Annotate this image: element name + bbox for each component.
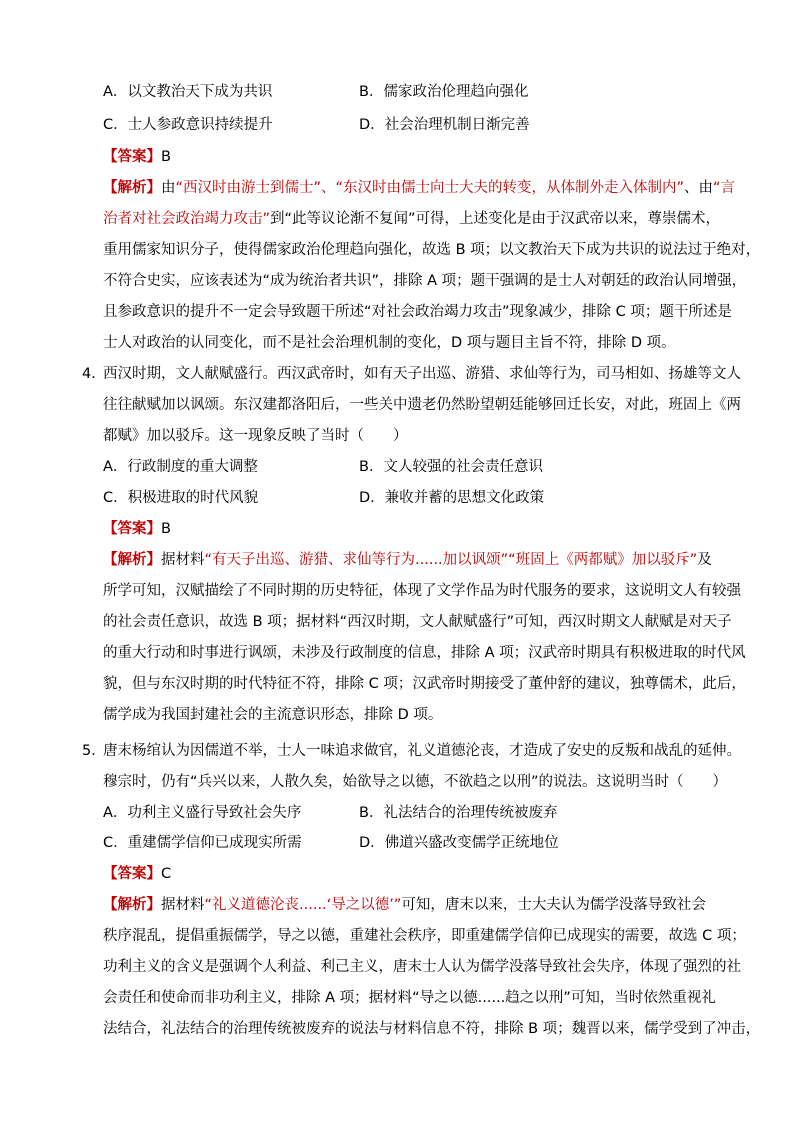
analysis-text: 到“此等议论渐不复闻”可得，上述变化是由于汉武帝以来，尊崇儒术， xyxy=(270,211,721,227)
q5-option-b: B．礼法结合的治理传统被废弃 xyxy=(359,805,558,821)
answer-tag: 【答案】 xyxy=(103,149,161,165)
q5-option-d: D．佛道兴盛改变儒学正统地位 xyxy=(359,835,559,851)
q3-analysis-line-3: 重用儒家知识分子，使得儒家政治伦理趋向强化，故选 B 项；以文教治天下成为共识的说法过于绝对， xyxy=(103,242,761,258)
q5-number: 5． xyxy=(82,743,106,759)
q4-option-d: D．兼收并蓄的思想文化政策 xyxy=(359,490,545,506)
q4-analysis-line-5: 貌，但与东汉时期的时代特征不符，排除 C 项；汉武帝时期接受了董仲舒的建议，独尊儒术，此后， xyxy=(103,676,746,692)
q4-option-c: C．积极进取的时代风貌 xyxy=(103,490,259,506)
answer-value: B xyxy=(161,149,171,165)
q4-option-a: A．行政制度的重大调整 xyxy=(103,459,258,475)
q5-stem-line-1: 唐末杨绾认为因儒道不举，士人一味追求做官，礼义道德沦丧，才造成了安史的反叛和战乱的延伸。 xyxy=(103,743,741,759)
q5-analysis-line-4: 会责任和使命而非功利主义，排除 A 项；据材料“导之以德......趋之以刑”可知，当时依然重视礼 xyxy=(103,990,716,1006)
answer-value: B xyxy=(161,521,171,537)
q4-analysis-line-6: 儒学成为我国封建社会的主流意识形态，排除 D 项。 xyxy=(103,707,443,723)
analysis-text: 可知，唐末以来，士大夫认为儒学没落导致社会 xyxy=(401,897,706,913)
q3-answer xyxy=(103,147,171,167)
q4-analysis-line-2: 所学可知，汉赋描绘了不同时期的历史特征，体现了文学作品为时代服务的要求，这说明文人有较强 xyxy=(103,583,741,599)
analysis-quote: “有天子出巡、游猎、求仙等行为......加以讽颂”“班固上《两都赋》加以驳斥” xyxy=(204,552,698,568)
q4-analysis-line-3: 的社会责任意识，故选 B 项；据材料“西汉时期，文人献赋盛行”可知，西汉时期文人献赋是对天子 xyxy=(103,614,732,630)
q5-answer xyxy=(103,864,171,884)
analysis-quote: 治者对社会政治竭力攻击” xyxy=(103,211,271,227)
answer-tag: 【答案】 xyxy=(103,521,161,537)
q5-option-c: C．重建儒学信仰已成现实所需 xyxy=(103,835,302,851)
q5-stem-line-2: 穆宗时，仍有“兵兴以来，人散久矣，始欲导之以德，不欲趋之以刑”的说法。这说明当时（ ） xyxy=(103,774,728,790)
analysis-quote: “西汉时由游士到儒士”、“东汉时由儒士向士大夫的转变，从体制外走入体制内” xyxy=(175,180,685,196)
analysis-text: 、由 xyxy=(684,180,714,196)
q5-option-a: A．功利主义盛行导致社会失序 xyxy=(103,805,302,821)
q3-analysis-line-4: 不符合史实，应该表述为“成为统治者共识”，排除 A 项；题干强调的是士人对朝廷的政治认同增强， xyxy=(103,273,747,289)
q3-analysis-line-6: 士人对政治的认同变化，而不是社会治理机制的变化，D 项与题目主旨不符，排除 D 项。 xyxy=(103,335,676,351)
q4-option-b: B．文人较强的社会责任意识 xyxy=(359,459,543,475)
analysis-quote: “礼义道德沦丧......‘导之以德’” xyxy=(204,897,402,913)
q4-stem-line-1: 西汉时期，文人献赋盛行。西汉武帝时，如有天子出巡、游猎、求仙等行为，司马相如、扬雄等文人 xyxy=(103,366,741,382)
answer-value: C xyxy=(161,866,172,882)
q5-analysis-line-2: 秩序混乱，提倡重振儒学，导之以德，重建社会秩序，即重建儒学信仰已成现实的需要，故选 C 项； xyxy=(103,928,746,944)
q3-analysis-line-5: 且参政意识的提升不一定会导致题干所述“对社会政治竭力攻击”现象减少，排除 C 项；题干所述是 xyxy=(103,304,732,320)
q4-analysis-line-1 xyxy=(103,550,712,570)
q5-analysis-line-3: 功利主义的含义是强调个人利益、利己主义，唐末士人认为儒学没落导致社会失序，体现了强烈的社 xyxy=(103,959,741,975)
q3-option-b: B．儒家政治伦理趋向强化 xyxy=(359,84,529,100)
analysis-text: 由 xyxy=(161,180,176,196)
q3-option-a: A．以文教治天下成为共识 xyxy=(103,84,273,100)
q4-stem-line-2: 往往献赋加以讽颂。东汉建都洛阳后，一些关中遗老仍然盼望朝廷能够回迁长安，对此，班固上《两 xyxy=(103,397,741,413)
q5-analysis-line-5: 法结合，礼法结合的治理传统被废弃的说法与材料信息不符，排除 B 项；魏晋以来，儒学受到了冲击， xyxy=(103,1021,761,1037)
analysis-tag: 【解析】 xyxy=(103,180,161,196)
analysis-text: 据材料 xyxy=(161,897,205,913)
q5-analysis-line-1 xyxy=(103,895,706,915)
analysis-text: 据材料 xyxy=(161,552,205,568)
q4-number: 4． xyxy=(82,366,106,382)
analysis-tag: 【解析】 xyxy=(103,552,161,568)
q4-stem-line-3: 都赋》加以驳斥。这一现象反映了当时（ ） xyxy=(103,428,408,444)
q3-option-c: C．士人参政意识持续提升 xyxy=(103,117,273,133)
q3-analysis-line-1 xyxy=(103,178,735,198)
q4-analysis-line-4: 的重大行动和时事进行讽颂，未涉及行政制度的信息，排除 A 项；汉武帝时期具有积极进取的时代风 xyxy=(103,645,746,661)
analysis-quote: “言 xyxy=(713,180,736,196)
analysis-tag: 【解析】 xyxy=(103,897,161,913)
q4-answer xyxy=(103,519,171,539)
q3-option-d: D．社会治理机制日渐完善 xyxy=(359,117,530,133)
answer-tag: 【答案】 xyxy=(103,866,161,882)
analysis-text: 及 xyxy=(697,552,712,568)
q3-analysis-line-2 xyxy=(103,209,720,229)
